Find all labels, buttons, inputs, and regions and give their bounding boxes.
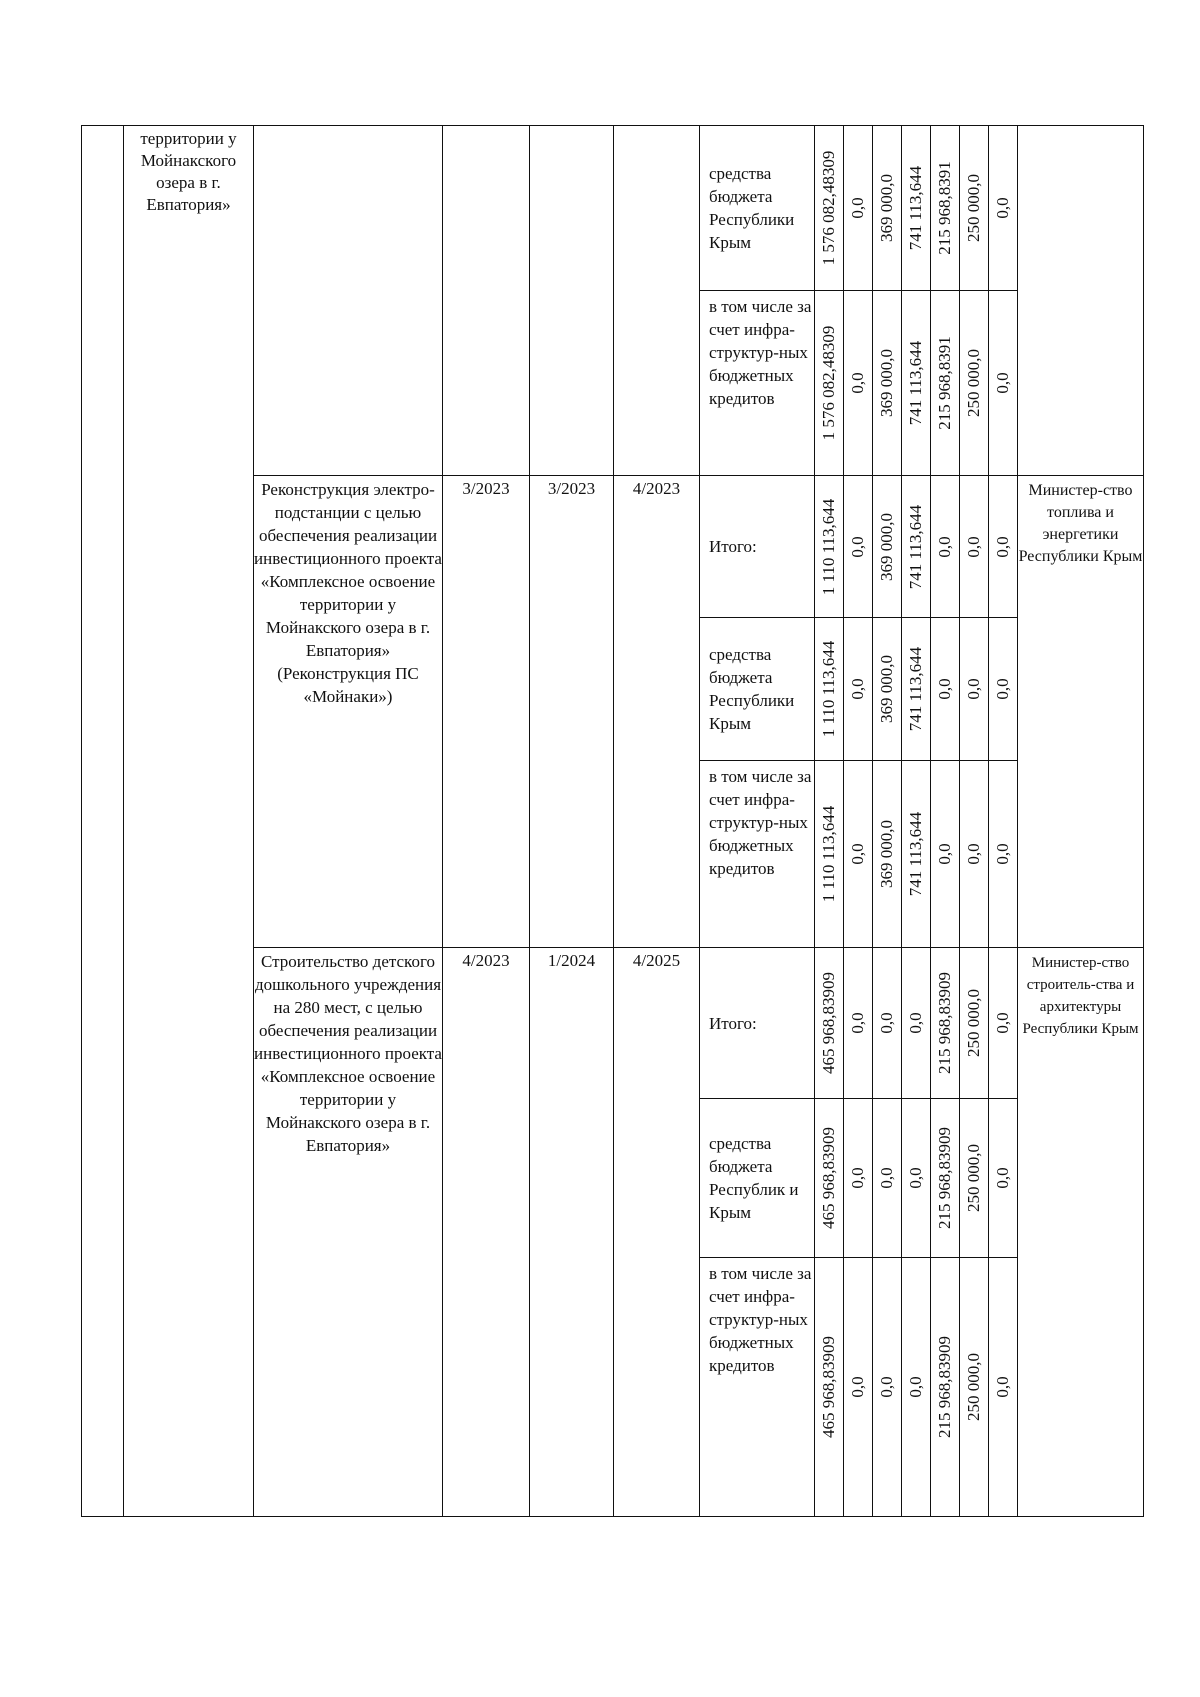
value-cell (844, 476, 873, 618)
value-cell (873, 618, 902, 761)
amount-value: 741 113,644 (906, 811, 925, 897)
funding-source-cell: средства бюджета Республик и Крым (700, 1099, 815, 1258)
project-name-cell: Реконструкция электро-подстанции с целью обеспечения реализации инвестиционного проекта «Комплексное освоение территории у Мойнакского озера в г. Евпатория» (Реконструкция ПС «Мойнаки») (254, 476, 443, 948)
value-cell (844, 291, 873, 476)
value-cell (873, 126, 902, 291)
amount-value: 0,0 (935, 843, 954, 865)
value-cell (873, 1099, 902, 1258)
value-cell (960, 618, 989, 761)
amount-value: 741 113,644 (906, 340, 925, 426)
amount-value: 0,0 (964, 678, 983, 700)
start-date-cell (443, 126, 530, 476)
amount-value: 0,0 (993, 678, 1012, 700)
amount-value: 0,0 (848, 1167, 867, 1189)
start-date-cell: 4/2023 (443, 948, 530, 1517)
value-cell (989, 1099, 1018, 1258)
value-cell (815, 476, 844, 618)
value-cell (960, 761, 989, 948)
amount-value: 250 000,0 (964, 989, 983, 1057)
amount-value: 0,0 (993, 1012, 1012, 1034)
amount-value: 465 968,83909 (819, 972, 838, 1074)
value-cell (989, 761, 1018, 948)
value-cell (931, 291, 960, 476)
value-cell (960, 1258, 989, 1517)
value-cell (902, 126, 931, 291)
amount-value: 215 968,83909 (935, 972, 954, 1074)
responsible-cell: Министер-ство топлива и энергетики Республики Крым (1018, 476, 1144, 948)
value-cell (989, 126, 1018, 291)
value-cell (815, 291, 844, 476)
value-cell (931, 1258, 960, 1517)
value-cell (873, 291, 902, 476)
value-cell (989, 948, 1018, 1099)
value-cell (960, 1099, 989, 1258)
value-cell (902, 948, 931, 1099)
value-cell (815, 1258, 844, 1517)
value-cell (844, 948, 873, 1099)
amount-value: 0,0 (877, 1012, 896, 1034)
amount-value: 0,0 (993, 197, 1012, 219)
value-cell (844, 618, 873, 761)
amount-value: 215 968,83909 (935, 1336, 954, 1438)
amount-value: 250 000,0 (964, 1144, 983, 1212)
value-cell (960, 948, 989, 1099)
object-name-cell: территории у Мойнакского озера в г. Евпатория» (124, 126, 254, 1517)
amount-value: 250 000,0 (964, 1353, 983, 1421)
table-row (82, 126, 1144, 291)
row-number-cell (82, 126, 124, 1517)
funding-source-cell: средства бюджета Республики Крым (700, 618, 815, 761)
amount-value: 465 968,83909 (819, 1127, 838, 1229)
value-cell (931, 126, 960, 291)
amount-value: 369 000,0 (877, 349, 896, 417)
amount-value: 1 110 113,644 (819, 640, 838, 738)
amount-value: 0,0 (993, 1167, 1012, 1189)
amount-value: 0,0 (848, 535, 867, 558)
amount-value: 0,0 (935, 678, 954, 700)
funding-source-cell: средства бюджета Республики Крым (700, 126, 815, 291)
amount-value: 0,0 (848, 678, 867, 700)
amount-value: 0,0 (993, 843, 1012, 865)
end-date-cell: 4/2023 (614, 476, 700, 948)
amount-value: 0,0 (906, 1376, 925, 1398)
amount-value: 0,0 (848, 197, 867, 219)
responsible-cell (1018, 126, 1144, 476)
value-cell (873, 761, 902, 948)
project-name-cell (254, 126, 443, 476)
amount-value: 215 968,83909 (935, 1127, 954, 1229)
mid-date-cell: 3/2023 (530, 476, 614, 948)
value-cell (989, 1258, 1018, 1517)
amount-value: 369 000,0 (877, 655, 896, 723)
value-cell (960, 476, 989, 618)
amount-value: 0,0 (877, 1376, 896, 1398)
amount-value: 465 968,83909 (819, 1336, 838, 1438)
amount-value: 1 576 082,48309 (819, 325, 838, 441)
value-cell (931, 761, 960, 948)
amount-value: 215 968,8391 (935, 161, 954, 255)
start-date-cell: 3/2023 (443, 476, 530, 948)
value-cell (815, 948, 844, 1099)
program-table (81, 125, 1144, 1517)
funding-source-cell: в том числе за счет инфра-структур-ных бюджетных кредитов (700, 761, 815, 948)
amount-value: 741 113,644 (906, 646, 925, 732)
value-cell (873, 476, 902, 618)
amount-value: 0,0 (993, 372, 1012, 394)
amount-value: 0,0 (848, 372, 867, 394)
amount-value: 0,0 (848, 843, 867, 865)
amount-value: 0,0 (993, 1376, 1012, 1398)
value-cell (815, 126, 844, 291)
value-cell (815, 618, 844, 761)
value-cell (815, 1099, 844, 1258)
funding-source-cell: Итого: (700, 476, 815, 618)
value-cell (873, 1258, 902, 1517)
amount-value: 741 113,644 (906, 504, 925, 589)
value-cell (931, 476, 960, 618)
value-cell (902, 618, 931, 761)
value-cell (844, 126, 873, 291)
value-cell (873, 948, 902, 1099)
amount-value: 1 110 113,644 (819, 805, 838, 903)
amount-value: 0,0 (848, 1012, 867, 1034)
value-cell (902, 476, 931, 618)
value-cell (931, 618, 960, 761)
value-cell (902, 291, 931, 476)
amount-value: 0,0 (906, 1012, 925, 1034)
amount-value: 0,0 (993, 535, 1012, 558)
amount-value: 369 000,0 (877, 820, 896, 888)
amount-value: 0,0 (964, 535, 983, 558)
mid-date-cell (530, 126, 614, 476)
value-cell (931, 1099, 960, 1258)
amount-value: 369 000,0 (877, 512, 896, 581)
value-cell (844, 1099, 873, 1258)
value-cell (844, 1258, 873, 1517)
amount-value: 250 000,0 (964, 174, 983, 242)
end-date-cell: 4/2025 (614, 948, 700, 1517)
amount-value: 741 113,644 (906, 165, 925, 251)
amount-value: 1 110 113,644 (819, 498, 838, 595)
amount-value: 1 576 082,48309 (819, 150, 838, 266)
end-date-cell (614, 126, 700, 476)
value-cell (989, 618, 1018, 761)
value-cell (815, 761, 844, 948)
amount-value: 215 968,8391 (935, 336, 954, 430)
amount-value: 0,0 (848, 1376, 867, 1398)
value-cell (902, 1258, 931, 1517)
value-cell (844, 761, 873, 948)
funding-source-cell: в том числе за счет инфра-структур-ных бюджетных кредитов (700, 291, 815, 476)
mid-date-cell: 1/2024 (530, 948, 614, 1517)
project-name-cell: Строительство детского дошкольного учреждения на 280 мест, с целью обеспечения реализации инвестиционного проекта «Комплексное освоение территории у Мойнакского озера в г. Евпатория» (254, 948, 443, 1517)
funding-source-cell: в том числе за счет инфра-структур-ных бюджетных кредитов (700, 1258, 815, 1517)
value-cell (989, 476, 1018, 618)
value-cell (931, 948, 960, 1099)
amount-value: 0,0 (964, 843, 983, 865)
value-cell (989, 291, 1018, 476)
amount-value: 369 000,0 (877, 174, 896, 242)
responsible-cell: Министер-ство строитель-ства и архитектуры Республики Крым (1018, 948, 1144, 1517)
value-cell (960, 291, 989, 476)
amount-value: 0,0 (935, 535, 954, 558)
value-cell (902, 1099, 931, 1258)
value-cell (902, 761, 931, 948)
amount-value: 250 000,0 (964, 349, 983, 417)
funding-source-cell: Итого: (700, 948, 815, 1099)
amount-value: 0,0 (906, 1167, 925, 1189)
value-cell (960, 126, 989, 291)
amount-value: 0,0 (877, 1167, 896, 1189)
